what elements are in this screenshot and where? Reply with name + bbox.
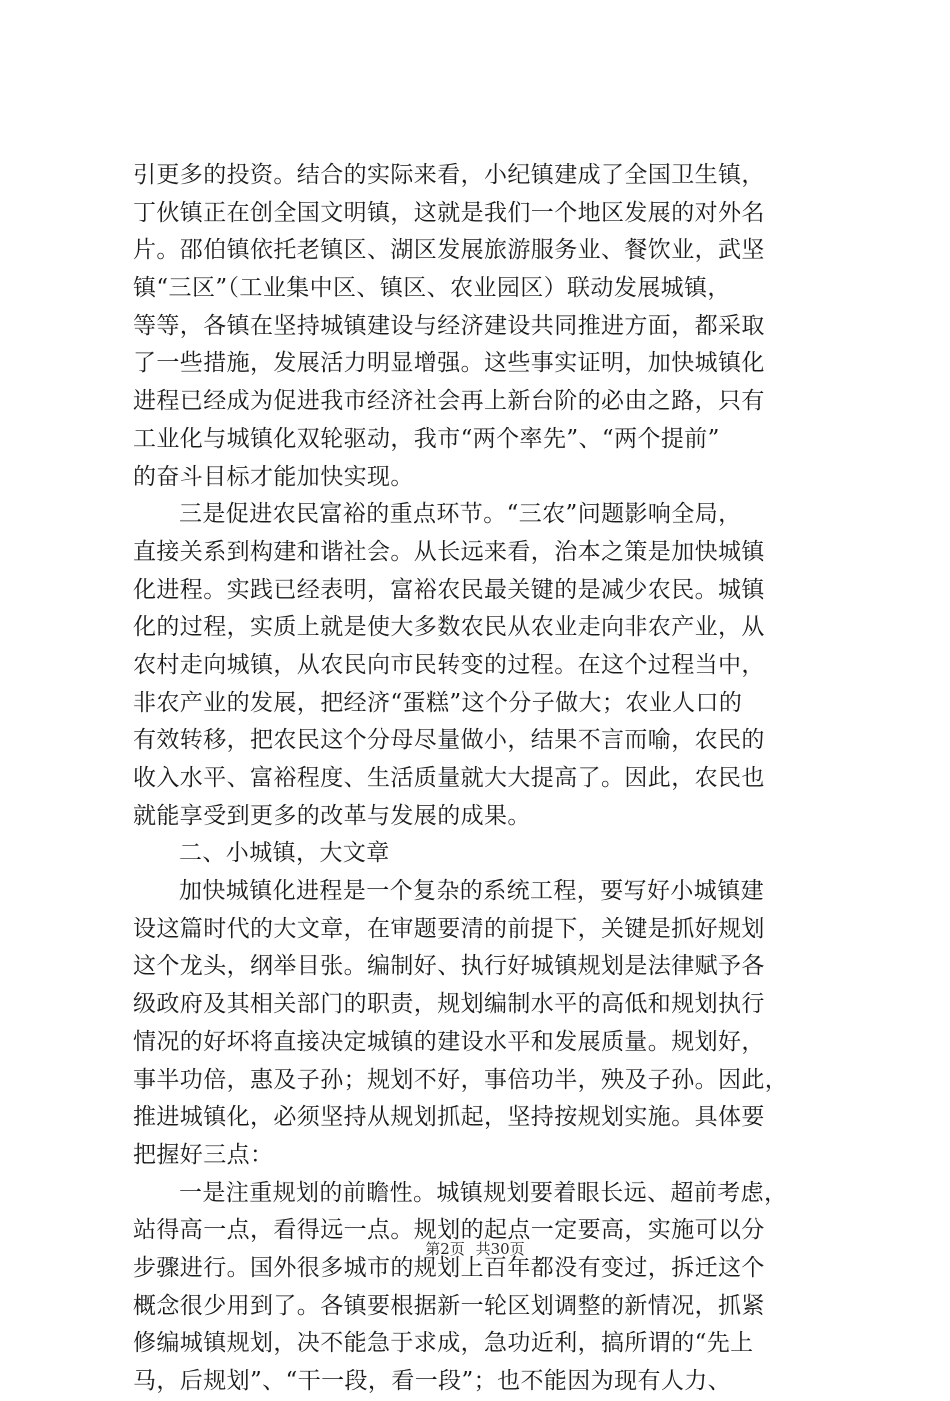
text-line: 事半功倍，惠及子孙；规划不好，事倍功半，殃及子孙。因此， — [133, 1066, 789, 1093]
text-line: 镇“三区”（工业集中区、镇区、农业园区）联动发展城镇， — [133, 275, 731, 302]
text-line: 站得高一点，看得远一点。规划的起点一定要高，实施可以分 — [133, 1217, 765, 1244]
text-line: 引更多的投资。结合的实际来看，小纪镇建成了全国卫生镇， — [133, 162, 765, 188]
text-line: 马，后规划”、“干一段，看一段”；也不能因为现有人力、 — [133, 1368, 732, 1394]
text-line: 农村走向城镇，从农民向市民转变的过程。在这个过程当中， — [133, 651, 765, 678]
text-line: 了一些措施，发展活力明显增强。这些事实证明，加快城镇化 — [133, 350, 765, 377]
paragraph-first-line: 加快城镇化进程是一个复杂的系统工程，要写好小城镇建 — [179, 878, 764, 905]
paragraph-first-line: 三是促进农民富裕的重点环节。“三农”问题影响全局， — [179, 501, 742, 528]
text-line: 直接关系到构建和谐社会。从长远来看，治本之策是加快城镇 — [133, 538, 765, 565]
section-heading: 二、小城镇，大文章 — [179, 840, 390, 867]
text-line: 化的过程，实质上就是使大多数农民从农业走向非农产业，从 — [133, 614, 765, 641]
text-line: 进程已经成为促进我市经济社会再上新台阶的必由之路，只有 — [133, 388, 765, 415]
text-line: 等等，各镇在坚持城镇建设与经济建设共同推进方面，都采取 — [133, 312, 765, 339]
text-line: 非农产业的发展，把经济“蛋糕”这个分子做大；农业人口的 — [133, 689, 743, 716]
text-line: 收入水平、富裕程度、生活质量就大大提高了。因此，农民也 — [133, 765, 765, 791]
text-line: 设这篇时代的大文章，在审题要清的前提下，关键是抓好规划 — [133, 915, 765, 942]
page-footer — [0, 1238, 950, 1259]
text-line: 化进程。实践已经表明，富裕农民最关键的是减少农民。城镇 — [133, 576, 765, 603]
page-number: 第2页 — [425, 1240, 465, 1258]
text-line: 把握好三点： — [133, 1141, 274, 1168]
text-line: 修编城镇规划，决不能急于求成，急功近利，搞所谓的“先上 — [133, 1330, 754, 1357]
document-body — [133, 157, 833, 1401]
text-line: 有效转移，把农民这个分母尽量做小，结果不言而喻，农民的 — [133, 727, 765, 754]
text-line: 概念很少用到了。各镇要根据新一轮区划调整的新情况，抓紧 — [133, 1292, 765, 1319]
text-line: 丁伙镇正在创全国文明镇，这就是我们一个地区发展的对外名 — [133, 199, 765, 226]
text-line: 级政府及其相关部门的职责，规划编制水平的高低和规划执行 — [133, 991, 765, 1018]
text-line: 这个龙头，纲举目张。编制好、执行好城镇规划是法律赋予各 — [133, 953, 765, 980]
paragraph-first-line: 一是注重规划的前瞻性。城镇规划要着眼长远、超前考虑， — [179, 1179, 788, 1206]
text-line: 工业化与城镇化双轮驱动，我市“两个率先”、“两个提前” — [133, 425, 720, 452]
text-line: 情况的好坏将直接决定城镇的建设水平和发展质量。规划好， — [133, 1028, 765, 1055]
page-total: 共30页 — [475, 1240, 525, 1258]
text-line: 就能享受到更多的改革与发展的成果。 — [133, 802, 531, 829]
text-line: 片。邵伯镇依托老镇区、湖区发展旅游服务业、餐饮业，武坚 — [133, 237, 765, 264]
text-line: 推进城镇化，必须坚持从规划抓起，坚持按规划实施。具体要 — [133, 1104, 765, 1131]
text-line: 步骤进行。国外很多城市的规划上百年都没有变过，拆迁这个 — [133, 1254, 765, 1281]
text-line: 的奋斗目标才能加快实现。 — [133, 463, 414, 490]
